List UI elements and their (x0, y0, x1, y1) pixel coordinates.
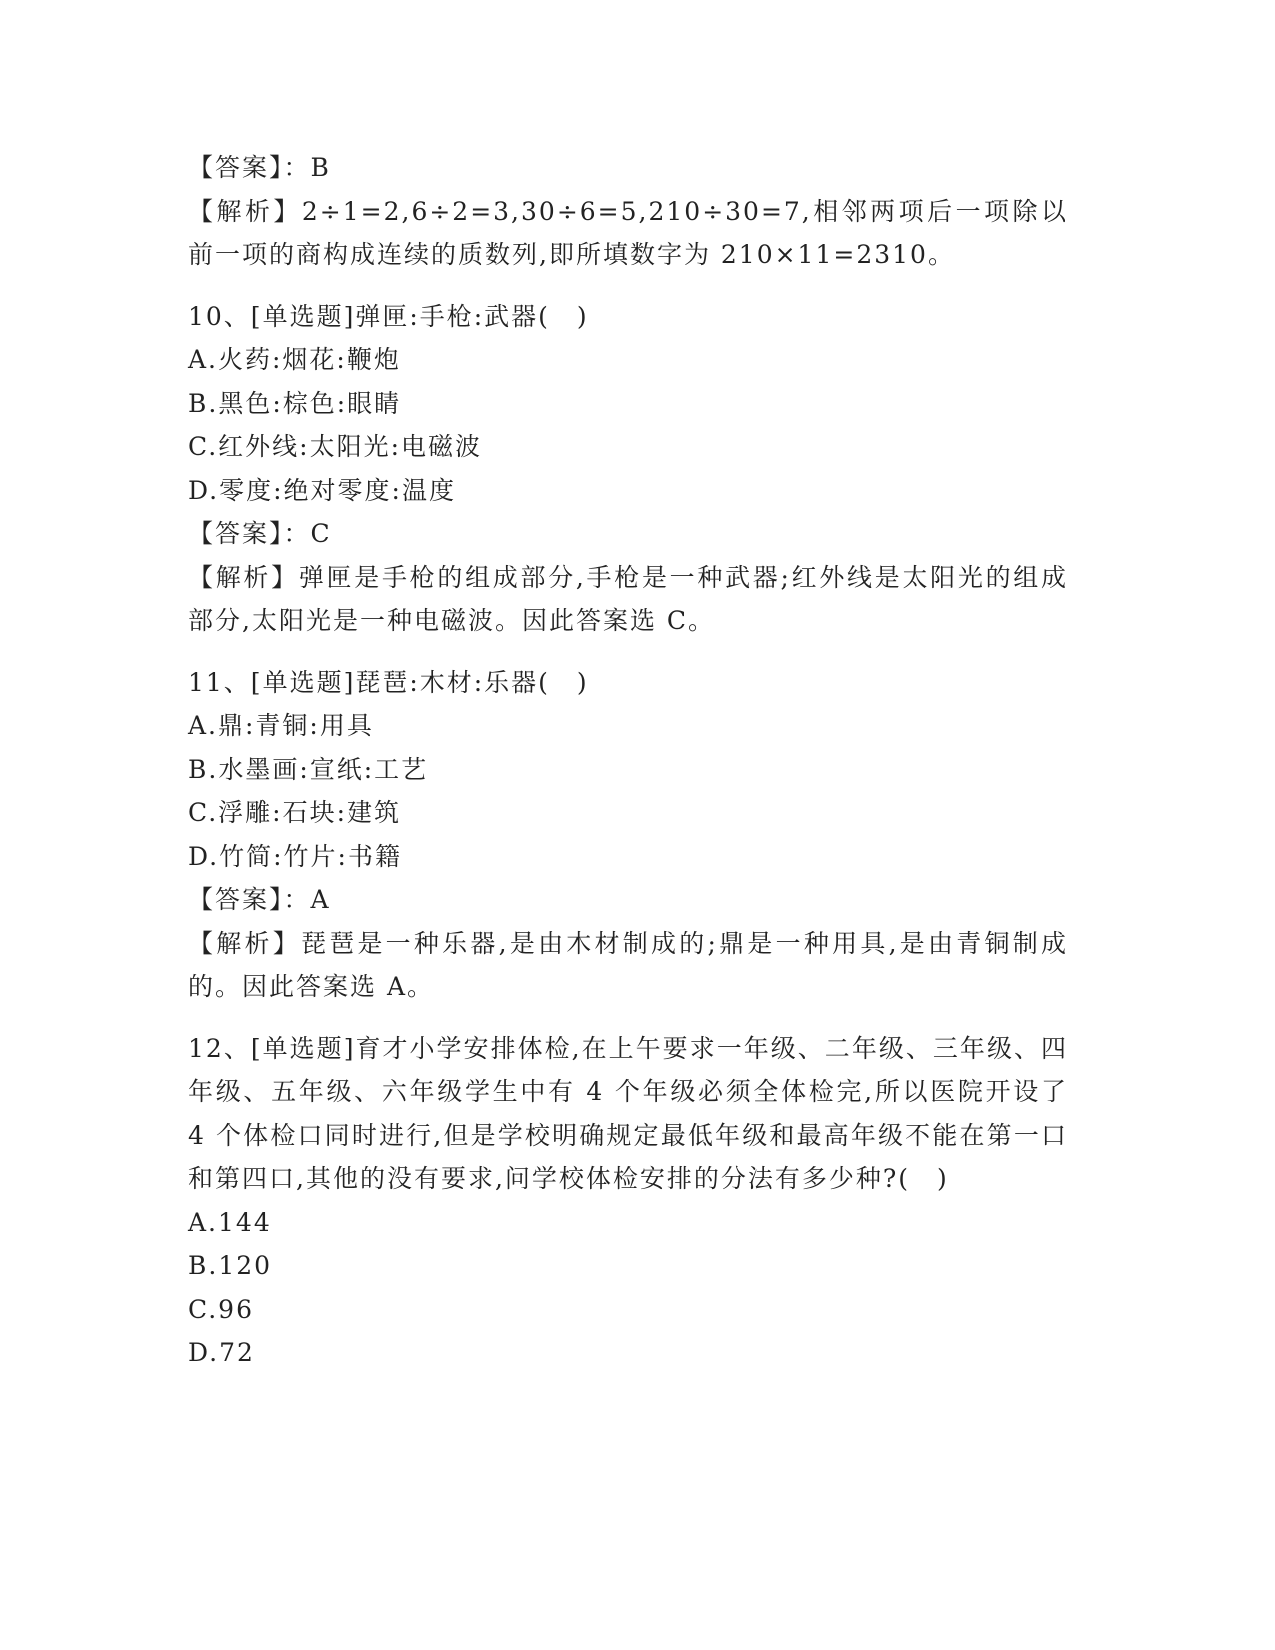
spacer (188, 1009, 1068, 1027)
q10-option-b: B.黑色:棕色:眼睛 (188, 388, 402, 418)
q10-option-a: A.火药:烟花:鞭炮 (188, 345, 401, 374)
spacer (188, 277, 1068, 295)
q12-option-b: B.120 (188, 1251, 273, 1280)
spacer (188, 643, 1068, 661)
prev-answer: 【答案】：B (188, 153, 331, 182)
q12-option-c: C.96 (188, 1294, 254, 1324)
prev-analysis: 【解析】2÷1=2,6÷2=3,30÷6=5,210÷30=7,相邻两项后一项除以前一项的商构成连续的质数列,即所填数字为 210×11=2310。 (188, 196, 1068, 269)
q10-stem: 10、[单选题]弹匣:手枪:武器( ) (188, 301, 589, 331)
q11-stem: 11、[单选题]琵琶:木材:乐器( ) (188, 667, 589, 697)
q10-answer: 【答案】：C (188, 519, 332, 548)
q10-analysis: 【解析】弹匣是手枪的组成部分,手枪是一种武器;红外线是太阳光的组成部分,太阳光是一种电磁波。因此答案选 C。 (188, 562, 1068, 635)
q11-option-c: C.浮雕:石块:建筑 (188, 798, 402, 827)
q12-stem: 12、[单选题]育才小学安排体检,在上午要求一年级、二年级、三年级、四年级、五年级、六年级学生中有 4 个年级必须全体检完,所以医院开设了 4 个体检口同时进行,但是学校明确规定最低年级和最高年级不能在第一口和第四口,其他的没有要求,问学校体检安排的分法有多少种?( ) (188, 1033, 1068, 1193)
q12-option-a: A.144 (188, 1207, 272, 1237)
q11-option-d: D.竹简:竹片:书籍 (188, 841, 402, 871)
q10-option-c: C.红外线:太阳光:电磁波 (188, 432, 483, 461)
q11-option-a: A.鼎:青铜:用具 (188, 711, 374, 740)
q11-option-b: B.水墨画:宣纸:工艺 (188, 754, 429, 784)
q11-analysis: 【解析】琵琶是一种乐器,是由木材制成的;鼎是一种用具,是由青铜制成的。因此答案选 A。 (188, 928, 1068, 1001)
q10-option-d: D.零度:绝对零度:温度 (188, 475, 456, 505)
document-content (188, 146, 1068, 1375)
q12-option-d: D.72 (188, 1338, 255, 1367)
q11-answer: 【答案】：A (188, 885, 331, 914)
